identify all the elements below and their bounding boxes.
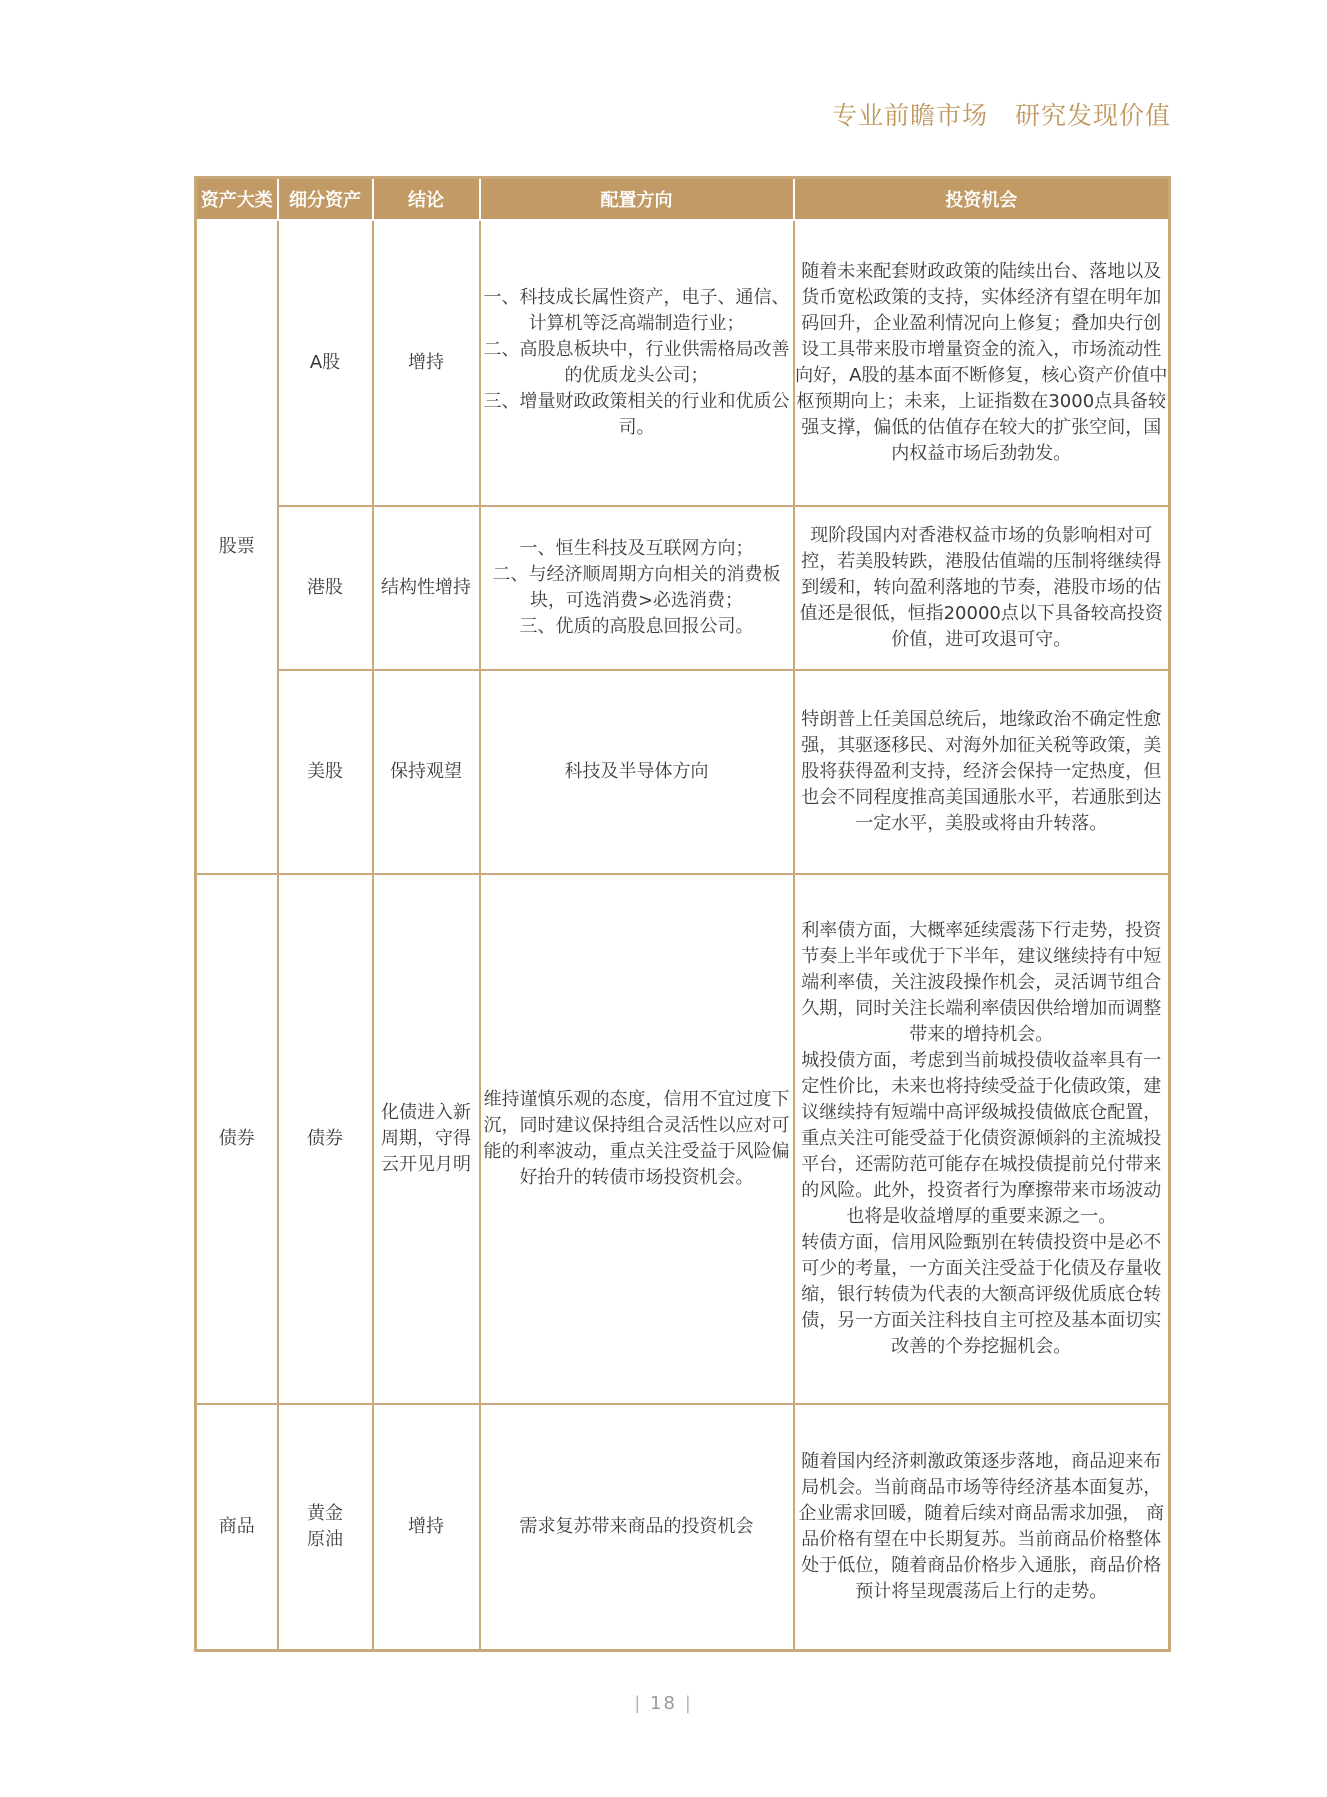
conclusion-cell: 结构性增持 <box>373 506 480 670</box>
direction-cell: 科技及半导体方向 <box>480 670 794 874</box>
column-header: 细分资产 <box>278 178 373 221</box>
column-header: 结论 <box>373 178 480 221</box>
direction-cell: 一、恒生科技及互联网方向； 二、与经济顺周期方向相关的消费板块，可选消费>必选消费； 三、优质的高股息回报公司。 <box>480 506 794 670</box>
sub-asset-cell: 港股 <box>278 506 373 670</box>
sub-asset-cell: 美股 <box>278 670 373 874</box>
asset-allocation-table <box>194 176 1171 1652</box>
table-header-row <box>196 178 1170 221</box>
conclusion-cell: 增持 <box>373 220 480 506</box>
conclusion-cell: 化债进入新周期，守得云开见月明 <box>373 874 480 1404</box>
opportunity-cell: 利率债方面，大概率延续震荡下行走势，投资节奏上半年或优于下半年，建议继续持有中短端利率债，关注波段操作机会，灵活调节组合久期，同时关注长端利率债因供给增加而调整带来的增持机会。 城投债方面，考虑到当前城投债收益率具有一定性价比，未来也将持续受益于化债政策，建议继续持有短端中高评级城投债做底仓配置，重点关注可能受益于化债资源倾斜的主流城投平台，还需防范可能存在城投债提前兑付带来的风险。此外，投资者行为摩擦带来市场波动也将是收益增厚的重要来源之一。 转债方面，信用风险甄别在转债投资中是必不可少的考量，一方面关注受益于化债及存量收缩，银行转债为代表的大额高评级优质底仓转债，另一方面关注科技自主可控及基本面切实改善的个券挖掘机会。 <box>794 874 1170 1404</box>
direction-cell: 需求复苏带来商品的投资机会 <box>480 1404 794 1650</box>
table-row <box>196 670 1170 874</box>
header-slogan: 专业前瞻市场 研究发现价值 <box>832 101 1171 130</box>
table-row <box>196 874 1170 1404</box>
page-number: 18 <box>650 1693 677 1714</box>
page-footer <box>0 1693 1327 1714</box>
sub-asset-cell: 债券 <box>278 874 373 1404</box>
conclusion-cell: 增持 <box>373 1404 480 1650</box>
opportunity-cell: 特朗普上任美国总统后，地缘政治不确定性愈强，其驱逐移民、对海外加征关税等政策，美股将获得盈利支持，经济会保持一定热度，但也会不同程度推高美国通胀水平，若通胀到达一定水平，美股或将由升转落。 <box>794 670 1170 874</box>
conclusion-cell: 保持观望 <box>373 670 480 874</box>
sub-asset-cell: 黄金 原油 <box>278 1404 373 1650</box>
direction-cell: 一、科技成长属性资产，电子、通信、计算机等泛高端制造行业； 二、高股息板块中，行业供需格局改善的优质龙头公司； 三、增量财政政策相关的行业和优质公司。 <box>480 220 794 506</box>
sub-asset-cell: A股 <box>278 220 373 506</box>
footer-divider-left: | <box>634 1693 643 1714</box>
category-cell: 债券 <box>196 874 278 1404</box>
opportunity-cell: 现阶段国内对香港权益市场的负影响相对可控，若美股转跌，港股估值端的压制将继续得到缓和，转向盈利落地的节奏，港股市场的估值还是很低，恒指20000点以下具备较高投资价值，进可攻退可守。 <box>794 506 1170 670</box>
table-row <box>196 506 1170 670</box>
column-header: 投资机会 <box>794 178 1170 221</box>
table-row <box>196 1404 1170 1650</box>
table-row <box>196 220 1170 506</box>
direction-cell: 维持谨慎乐观的态度，信用不宜过度下沉，同时建议保持组合灵活性以应对可能的利率波动，重点关注受益于风险偏好抬升的转债市场投资机会。 <box>480 874 794 1404</box>
category-cell: 商品 <box>196 1404 278 1650</box>
column-header: 资产大类 <box>196 178 278 221</box>
opportunity-cell: 随着国内经济刺激政策逐步落地，商品迎来布局机会。当前商品市场等待经济基本面复苏，企业需求回暖，随着后续对商品需求加强， 商品价格有望在中长期复苏。当前商品价格整体处于低位，随着商品价格步入通胀，商品价格预计将呈现震荡后上行的走势。 <box>794 1404 1170 1650</box>
column-header: 配置方向 <box>480 178 794 221</box>
opportunity-cell: 随着未来配套财政政策的陆续出台、落地以及货币宽松政策的支持，实体经济有望在明年加码回升，企业盈利情况向上修复；叠加央行创设工具带来股市增量资金的流入，市场流动性向好，A股的基本面不断修复，核心资产价值中枢预期向上；未来，上证指数在3000点具备较强支撑，偏低的估值存在较大的扩张空间，国内权益市场后劲勃发。 <box>794 220 1170 506</box>
footer-divider-right: | <box>684 1693 693 1714</box>
category-cell: 股票 <box>196 220 278 874</box>
